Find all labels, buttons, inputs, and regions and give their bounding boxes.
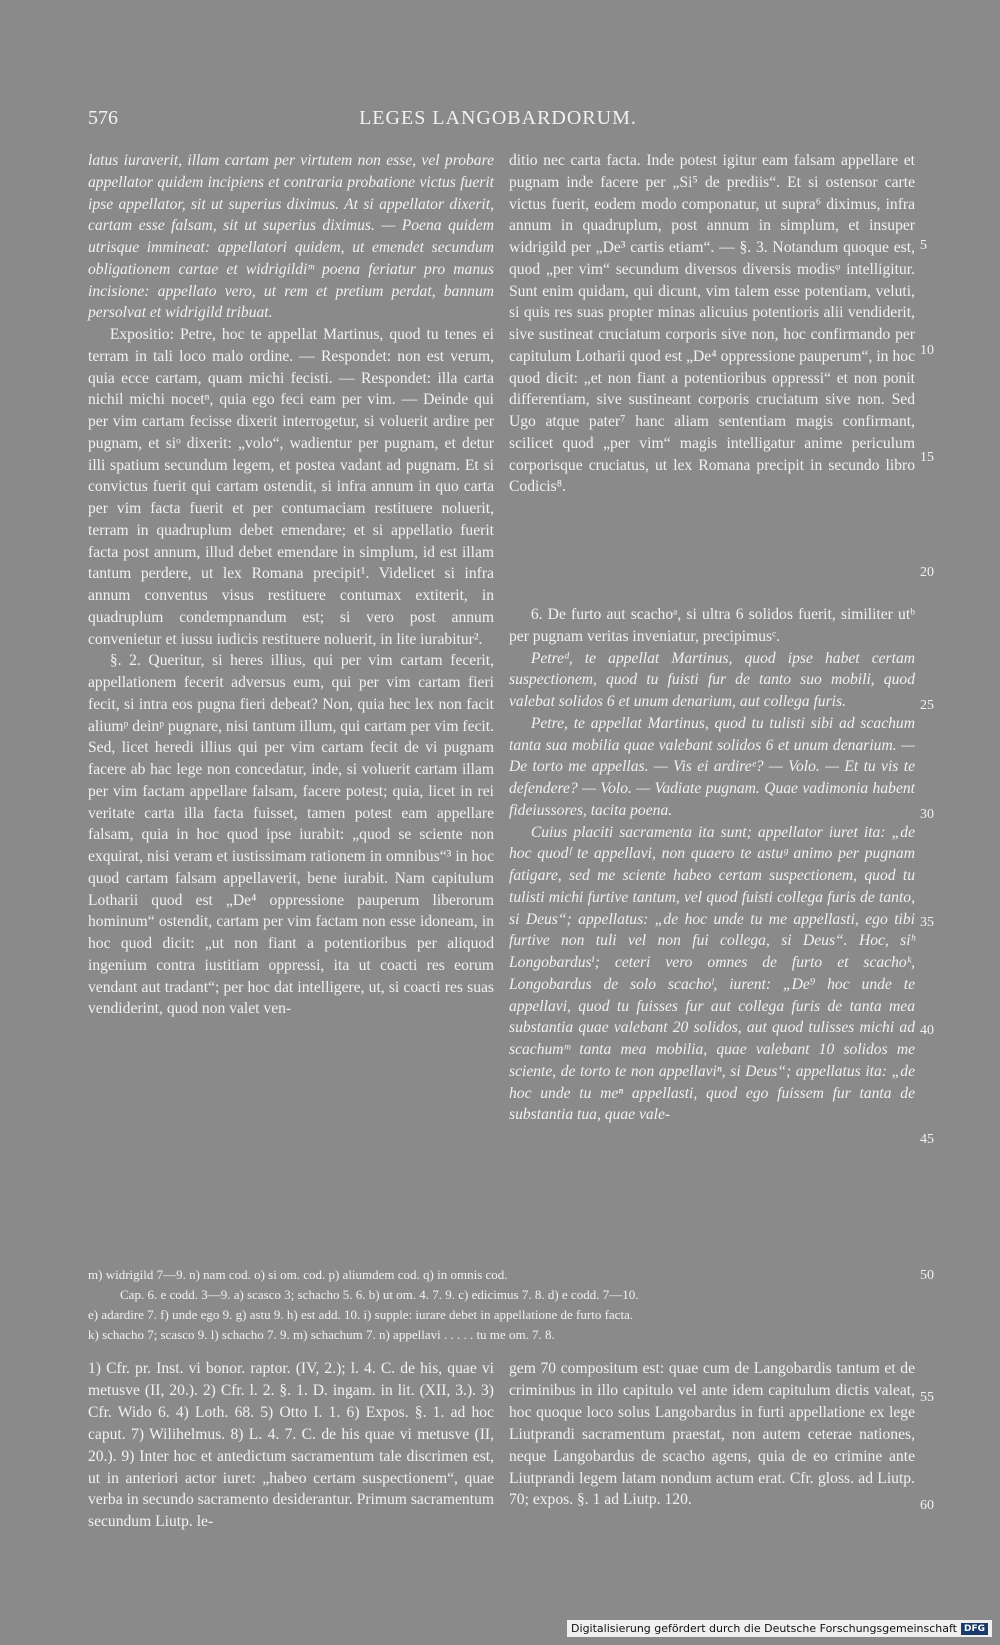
line-number: 20	[920, 565, 934, 580]
left-paragraph-section-2: §. 2. Queritur, si heres illius, qui per vim cartam fecerit, appellationem fecerit adversus eum, qui per vim cartam fieri fecit, si intra eos pugna fieri debeat? Non, quia hec lex non facit aliumᵖ deinᵖ pugnare, nisi tantum illum, qui cartam per vim fecit. Sed, licet heredi illius qui per vim cartam fecit de vi pugnam facere ab hac lege non concedatur, inde, si voluerit cartam illam per vim factam appellare falsam, facere potest; quia, licet in rei veritate carta illa facta fuisset, tamen potest eam appellare falsam, quia in hoc quod ipse iurabit: „quod se sciente non exquirat, nisi veram et iustissimam rationem in omnibus“³ in hoc quod cartam falsam appellaverit, bene iurabit. Nam capitulum Lotharii quod est „De⁴ oppressione pauperum liberorum hominum“ ostendit, cartam per vim factam non esse idoneam, in hoc quod dicit: „ut non fiant a potentioribus per aliquod ingenium contra iustitiam oppressi, ita ut coacti res eorum vendant aut tradant“; per hoc dat intelligere, ut, si coacti res suas vendiderint, quod non valet ven-	[88, 652, 494, 1018]
right-paragraph-1: ditio nec carta facta. Inde potest igitur eam falsam appellare et pugnam inde facere per „Si⁵ de prediis“. Et si ostensor carte victus fuerit, eodem modo componatur, ut supra⁶ diximus, infra annum in quadruplum, post annum in simplum, et insuper widrigild per „De³ cartis etiam“. — §. 3. Notandum quoque est, quod „per vim“ secundum diversos diversis modisᵠ intelligitur. Sunt enim quidam, qui dicunt, vim talem esse potentiam, veluti, si quis res suas propter minas alicuius potentioris alii vendiderit, sive sustineat cruciatum corporis sive non, hoc confirmando per capitulum Lotharii quod est „De⁴ oppressione pauperum“, in hoc quod dicit: „et non fiant a potentioribus oppressi“ et non ponit differentiam, sive sustineant corporis cruciatum sive non. Sed Ugo atque pater⁷ hanc aliam sententiam magis confirmant, scilicet quod „per vim“ magis intelligatur anime periculum corporisque cruciatus, ut lex Romana precipit in secundo libro Codicis⁸.	[509, 152, 915, 496]
chapter-6-heading: 6. De furto aut scachoᵃ, si ultra 6 solidos fuerit, similiter utᵇ per pugnam veritas inveniatur, precipimusᶜ.	[509, 606, 915, 645]
variant-readings	[88, 1265, 918, 1345]
credit-text: Digitalisierung gefördert durch die Deutsche Forschungsgemeinschaft	[571, 1622, 957, 1635]
footnotes-right: gem 70 compositum est: quae cum de Langobardis tantum et de criminibus in illo capitulo vel ante idem capitulum dictis valeat, hoc quoque loco solus Langobardus in furti appellatione ex lege Liutprandi sacramentum praestat, non autem ceterae nationes, neque Langobardus de scacho agens, quia de eo crimine ante Liutprandi legem latam nondum actum erat. Cfr. gloss. ad Liutp. 70; expos. §. 1 ad Liutp. 120.	[509, 1360, 915, 1509]
right-column	[509, 150, 915, 498]
digitization-credit	[567, 1620, 992, 1637]
dfg-logo-icon: DFG	[961, 1623, 988, 1635]
chapter-6-formula-2: Petre, te appellat Martinus, quod tu tulisti sibi ad scachum tanta sua mobilia quae valebant solidos 6 et unum denarium. — De torto me appellas. — Vis ei ardireᵉ? — Volo. — Et tu vis te defendere? — Volo. — Vadiate pugnam. Quae vadimonia habent fideiussores, tacita poena.	[509, 714, 915, 819]
left-paragraph-expositio: Expositio: Petre, hoc te appellat Martinus, quod tu tenes ei terram in tali loco malo ordine. — Respondet: non est verum, quia ecce cartam, quam michi fecisti. — Respondet: illa carta nichil michi nocetⁿ, quia ego feci eam per vim. — Deinde qui per vim cartam fecisse dixerit interrogetur, si voluerit ardire per pugnam, et siᵒ dixerit: „volo“, wadientur per pugnam, et detur illi spatium secundum legem, et postea vadant ad pugnam. Et si convictus fuerit qui cartam ostendit, si infra annum in quo carta per vim facta fuerit et per contumaciam restituere noluerit, terram in quadruplum debet emendare; et si appellatio fuerit facta post annum, illud debet emendare in simplum, id est illam tantum perdere, ut lex Romana precipit¹. Videlicet si infra annum conventus visus restituere contumax extiterit, in quadruplum condempnandum est; si vero post annum convenietur et iussu iudicis restituere noluerit, in lite iurabitur².	[88, 326, 494, 648]
line-number: 25	[920, 698, 934, 713]
chapter-6-formula-1: Petreᵈ, te appellat Martinus, quod ipse habet certam suspectionem, quod tu fuisti fur de tanto suo mobili, quod valebat solidos 6 et unum denarium, aut collega furis.	[509, 649, 915, 710]
left-paragraph-1: latus iuraverit, illam cartam per virtutem non esse, vel probare appellator quidem incipiens et contraria probatione victus fuerit ipse appellator, sit ut superius diximus. At si appellator dixerit, cartam esse falsam, sit ut superius diximus. — Poena quidem utrisque immineat: appellatori quidem, ut emendet secundum obligationem cartae et widrigildiᵐ poena feriatur pro manus incisione: appellato vero, ut rem et pretium perdat, bannum persolvat et widrigild tribuat.	[88, 152, 494, 322]
chapter-6-formula-3: Cuius placiti sacramenta ita sunt; appellator iuret ita: „de hoc quodᶠ te appellavi, non quaero te astuᵍ animo per pugnam fatigare, sed me sciente habeo certam suspectionem, quod tu tulisti michi furtive tantum, vel quod fuisti collega furis de tanto, si Deus“; appellatus: „de hoc unde tu me appellasti, ego tibi furtive non tuli vel non fui collega, si Deus“. Hoc, siʰ Longobardusⁱ; ceteri vero omnes de furto et scachoᵏ, Longobardus de solo scachoˡ, iurent: „De⁹ hoc unde te appellavi, quod tu fuisses fur aut collega furis de tanta mea substantia quae valebant 20 solidos, aut quod tulisses michi ad scachumᵐ tanta mea mobilia, quae valebant 10 solidos me sciente, de torto te non appellaviⁿ, si Deus“; appellatus ita: „de hoc unde tu meⁿ appellasti, quod ego fuissem fur tanta de substantia tua, quae vale-	[509, 823, 915, 1124]
variant-line: Cap. 6. e codd. 3—9. a) scasco 3; schacho 5. 6. b) ut om. 4. 7. 9. c) edicimus 7. 8. d) e codd. 7—10.	[120, 1287, 639, 1302]
line-number: 35	[920, 915, 934, 930]
variant-line: k) schacho 7; scasco 9. l) schacho 7. 9. m) schachum 7. n) appellavi . . . . . tu me om. 7. 8.	[88, 1327, 555, 1342]
line-number: 60	[920, 1498, 934, 1513]
line-number: 15	[920, 450, 934, 465]
footnotes-left: 1) Cfr. pr. Inst. vi bonor. raptor. (IV, 2.); l. 4. C. de his, quae vi metusve (II, 20.). 2) Cfr. l. 2. §. 1. D. ingam. in lit. (XII, 3.). 3) Cfr. Wido 6. 4) Loth. 68. 5) Otto I. 1. 6) Expos. §. 1. ad hoc caput. 7) Wilihelmus. 8) L. 4. 7. C. de his quae vi metusve (II, 20.). 9) Inter hoc et antedictum sacramentum tale discrimen est, ut in anteriori actor iuret: „habeo certam suspectionem“, quae verba in secundo sacramento desiderantur. Primum sacramentum secundum Liutp. le-	[88, 1360, 494, 1531]
line-number: 45	[920, 1132, 934, 1147]
line-number: 55	[920, 1390, 934, 1405]
right-column-chapter-6	[509, 604, 915, 1126]
line-number: 5	[920, 238, 927, 253]
left-column	[88, 150, 494, 1020]
line-number: 40	[920, 1023, 934, 1038]
variant-line: m) widrigild 7—9. n) nam cod. o) si om. cod. p) aliumdem cod. q) in omnis cod.	[88, 1267, 508, 1282]
page-number: 576	[88, 107, 118, 129]
line-number: 50	[920, 1268, 934, 1283]
variant-line: e) adardire 7. f) unde ego 9. g) astu 9. h) est add. 10. i) supple: iurare debet in appellatione de furto facta.	[88, 1307, 634, 1322]
running-title: LEGES LANGOBARDORUM.	[359, 107, 637, 129]
line-number: 10	[920, 343, 934, 358]
running-header	[88, 107, 908, 137]
line-number: 30	[920, 807, 934, 822]
